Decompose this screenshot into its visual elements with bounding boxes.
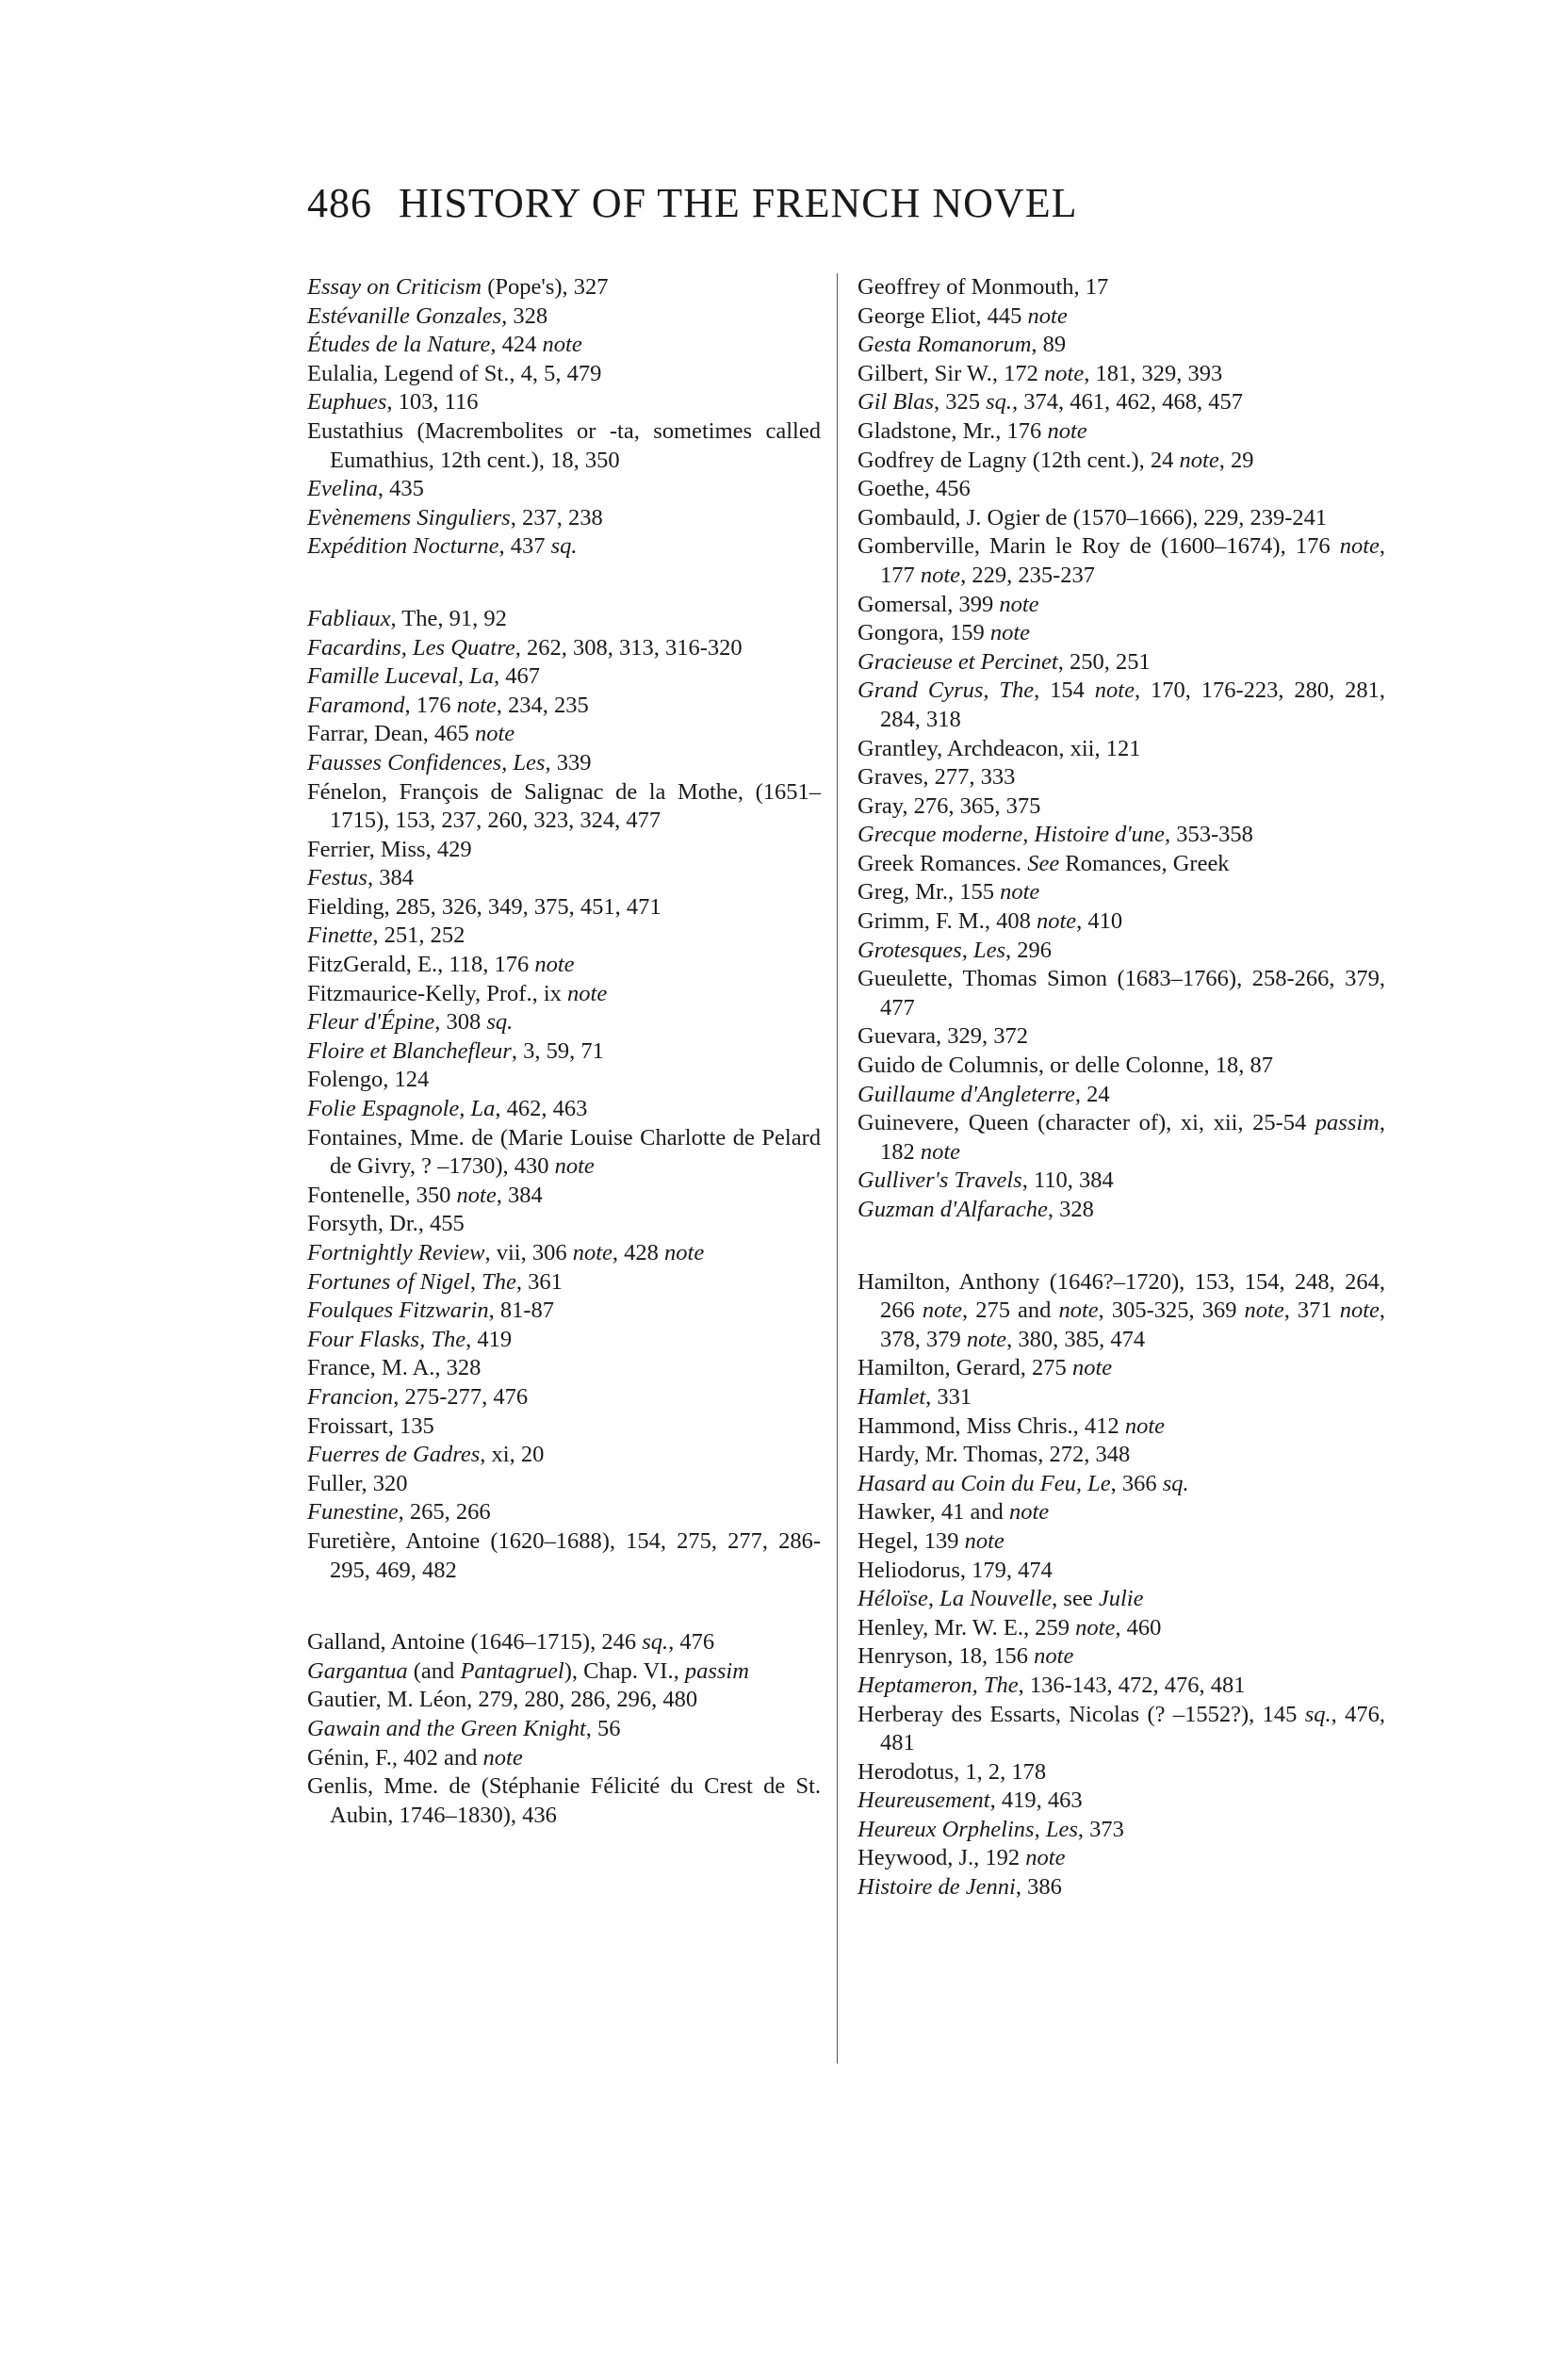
index-entry: Grotesques, Les, 296 — [858, 937, 1052, 963]
index-entry: Heureux Orphelins, Les, 373 — [858, 1816, 1124, 1842]
index-entry: Guzman d'Alfarache, 328 — [858, 1197, 1094, 1222]
index-entry: Froissart, 135 — [307, 1412, 434, 1439]
index-entry: Facardins, Les Quatre, 262, 308, 313, 316-320 — [307, 634, 743, 661]
index-entry: Fénelon, François de Salignac de la Mothe, (1651–1715), 153, 237, 260, 323, 324, 477 — [307, 778, 821, 834]
index-entry: Grecque moderne, Histoire d'une, 353-358 — [858, 822, 1253, 848]
index-entry: Farrar, Dean, 465 note — [307, 721, 515, 747]
index-entry: Festus, 384 — [307, 865, 414, 891]
index-entry: Finette, 251, 252 — [307, 922, 466, 949]
index-entry: Fitzmaurice-Kelly, Prof., ix note — [307, 980, 608, 1006]
letter-section-gap — [858, 1225, 1385, 1268]
index-entry: Faramond, 176 note, 234, 235 — [307, 692, 589, 718]
index-entry: Gueulette, Thomas Simon (1683–1766), 258-266, 379, 477 — [858, 966, 1385, 1020]
index-entry: Guinevere, Queen (character of), xi, xii, 25-54 passim, 182 note — [858, 1110, 1385, 1165]
letter-section-gap — [307, 1585, 821, 1628]
index-entry: Gulliver's Travels, 110, 384 — [858, 1167, 1114, 1194]
index-entry: Henryson, 18, 156 note — [858, 1643, 1074, 1670]
index-entry: Fortunes of Nigel, The, 361 — [307, 1268, 563, 1295]
index-entry: Geoffrey of Monmouth, 17 — [858, 274, 1109, 300]
column-divider — [837, 273, 838, 2064]
index-entry: Guido de Columnis, or delle Colonne, 18, 87 — [858, 1053, 1273, 1079]
letter-section-gap — [307, 562, 821, 605]
index-entry: Famille Luceval, La, 467 — [307, 663, 541, 690]
index-entry: Ferrier, Miss, 429 — [307, 836, 472, 862]
index-column-left — [307, 273, 821, 1830]
index-entry: Hammond, Miss Chris., 412 note — [858, 1412, 1165, 1439]
index-entry: Eulalia, Legend of St., 4, 5, 479 — [307, 360, 602, 386]
index-entry: Fuerres de Gadres, xi, 20 — [307, 1442, 545, 1468]
index-entry: Génin, F., 402 and note — [307, 1744, 523, 1771]
index-entry: Foulques Fitzwarin, 81-87 — [307, 1298, 555, 1324]
index-entry: Francion, 275-277, 476 — [307, 1383, 529, 1410]
index-entry: Galland, Antoine (1646–1715), 246 sq., 476 — [307, 1629, 715, 1656]
index-entry: Gargantua (and Pantagruel), Chap. VI., passim — [307, 1657, 749, 1684]
index-entry: Hardy, Mr. Thomas, 272, 348 — [858, 1442, 1131, 1468]
index-entry: Guevara, 329, 372 — [858, 1023, 1028, 1050]
index-entry: Gawain and the Green Knight, 56 — [307, 1715, 621, 1741]
index-entry: Expédition Nocturne, 437 sq. — [307, 533, 578, 560]
index-entry: Fontenelle, 350 note, 384 — [307, 1182, 543, 1208]
index-entry: Hegel, 139 note — [858, 1527, 1004, 1554]
index-entry: Herodotus, 1, 2, 178 — [858, 1758, 1047, 1785]
index-entry: Henley, Mr. W. E., 259 note, 460 — [858, 1614, 1162, 1641]
index-entry: Fausses Confidences, Les, 339 — [307, 749, 592, 775]
index-entry: Gracieuse et Percinet, 250, 251 — [858, 648, 1151, 675]
index-entry: Fontaines, Mme. de (Marie Louise Charlotte de Pelard de Givry, ? –1730), 430 note — [307, 1124, 821, 1180]
index-entry: Folie Espagnole, La, 462, 463 — [307, 1096, 588, 1122]
index-entry: Histoire de Jenni, 386 — [858, 1874, 1062, 1901]
index-entry: Evelina, 435 — [307, 476, 424, 502]
index-entry: Gil Blas, 325 sq., 374, 461, 462, 468, 457 — [858, 389, 1244, 416]
index-entry: Heureusement, 419, 463 — [858, 1787, 1083, 1814]
index-entry: Études de la Nature, 424 note — [307, 332, 582, 358]
index-entry: Greg, Mr., 155 note — [858, 879, 1040, 906]
index-entry: France, M. A., 328 — [307, 1355, 482, 1381]
index-entry: Heptameron, The, 136-143, 472, 476, 481 — [858, 1672, 1246, 1698]
index-entry: Estévanille Gonzales, 328 — [307, 302, 548, 329]
index-entry: FitzGerald, E., 118, 176 note — [307, 952, 575, 978]
index-entry: Grand Cyrus, The, 154 note, 170, 176-223, 280, 281, 284, 318 — [858, 677, 1385, 732]
index-entry: Floire et Blanchefleur, 3, 59, 71 — [307, 1037, 604, 1064]
index-entry: Hamilton, Anthony (1646?–1720), 153, 154, 248, 264, 266 note, 275 and note, 305-325, 369 note, 371 note, 378, 379 note, 380, 385, 474 — [858, 1268, 1386, 1352]
index-entry: Genlis, Mme. de (Stéphanie Félicité du Crest de St. Aubin, 1746–1830), 436 — [307, 1773, 821, 1828]
index-entry: Funestine, 265, 266 — [307, 1499, 491, 1526]
index-entry: Gomersal, 399 note — [858, 591, 1039, 617]
index-entry: Hasard au Coin du Feu, Le, 366 sq. — [858, 1470, 1189, 1496]
index-entry: Gladstone, Mr., 176 note — [858, 417, 1087, 444]
index-entry: Furetière, Antoine (1620–1688), 154, 275, 277, 286-295, 469, 482 — [307, 1527, 821, 1583]
index-entry: Gongora, 159 note — [858, 620, 1031, 646]
index-entry: Godfrey de Lagny (12th cent.), 24 note, 29 — [858, 447, 1254, 473]
index-entry: George Eliot, 445 note — [858, 302, 1068, 329]
index-entry: Evènemens Singuliers, 237, 238 — [307, 504, 603, 531]
index-entry: Fabliaux, The, 91, 92 — [307, 605, 507, 631]
index-entry: Goethe, 456 — [858, 476, 971, 502]
index-entry: Fuller, 320 — [307, 1470, 408, 1496]
index-entry: Grimm, F. M., 408 note, 410 — [858, 908, 1123, 935]
index-entry: Greek Romances. See Romances, Greek — [858, 850, 1230, 876]
page-header — [307, 179, 1077, 227]
index-entry: Fleur d'Épine, 308 sq. — [307, 1009, 514, 1036]
index-entry: Gray, 276, 365, 375 — [858, 792, 1041, 819]
index-entry: Hawker, 41 and note — [858, 1499, 1050, 1526]
index-entry: Heliodorus, 179, 474 — [858, 1557, 1053, 1583]
index-entry: Hamilton, Gerard, 275 note — [858, 1355, 1113, 1381]
index-entry: Guillaume d'Angleterre, 24 — [858, 1081, 1110, 1107]
index-entry: Héloïse, La Nouvelle, see Julie — [858, 1586, 1144, 1612]
index-entry: Fortnightly Review, vii, 306 note, 428 note — [307, 1240, 705, 1265]
index-entry: Folengo, 124 — [307, 1067, 430, 1093]
index-entry: Eustathius (Macrembolites or -ta, sometimes called Eumathius, 12th cent.), 18, 350 — [307, 417, 821, 473]
index-entry: Four Flasks, The, 419 — [307, 1326, 513, 1352]
index-entry: Euphues, 103, 116 — [307, 389, 479, 416]
index-entry: Fielding, 285, 326, 349, 375, 451, 471 — [307, 893, 662, 920]
index-entry: Gomberville, Marin le Roy de (1600–1674), 176 note, 177 note, 229, 235-237 — [858, 533, 1385, 588]
page-number: 486 — [307, 180, 372, 226]
index-column-right — [858, 273, 1385, 1902]
index-entry: Heywood, J., 192 note — [858, 1845, 1066, 1871]
index-entry: Grantley, Archdeacon, xii, 121 — [858, 735, 1141, 761]
index-entry: Forsyth, Dr., 455 — [307, 1211, 465, 1237]
index-entry: Gesta Romanorum, 89 — [858, 332, 1067, 358]
index-entry: Graves, 277, 333 — [858, 764, 1016, 791]
index-entry: Gombauld, J. Ogier de (1570–1666), 229, 239-241 — [858, 504, 1328, 531]
index-entry: Gilbert, Sir W., 172 note, 181, 329, 393 — [858, 360, 1223, 386]
index-entry: Essay on Criticism (Pope's), 327 — [307, 274, 609, 300]
index-entry: Herberay des Essarts, Nicolas (? –1552?), 145 sq., 476, 481 — [858, 1701, 1386, 1756]
index-entry: Gautier, M. Léon, 279, 280, 286, 296, 480 — [307, 1687, 698, 1713]
index-entry: Hamlet, 331 — [858, 1383, 972, 1410]
running-title: HISTORY OF THE FRENCH NOVEL — [399, 180, 1078, 226]
